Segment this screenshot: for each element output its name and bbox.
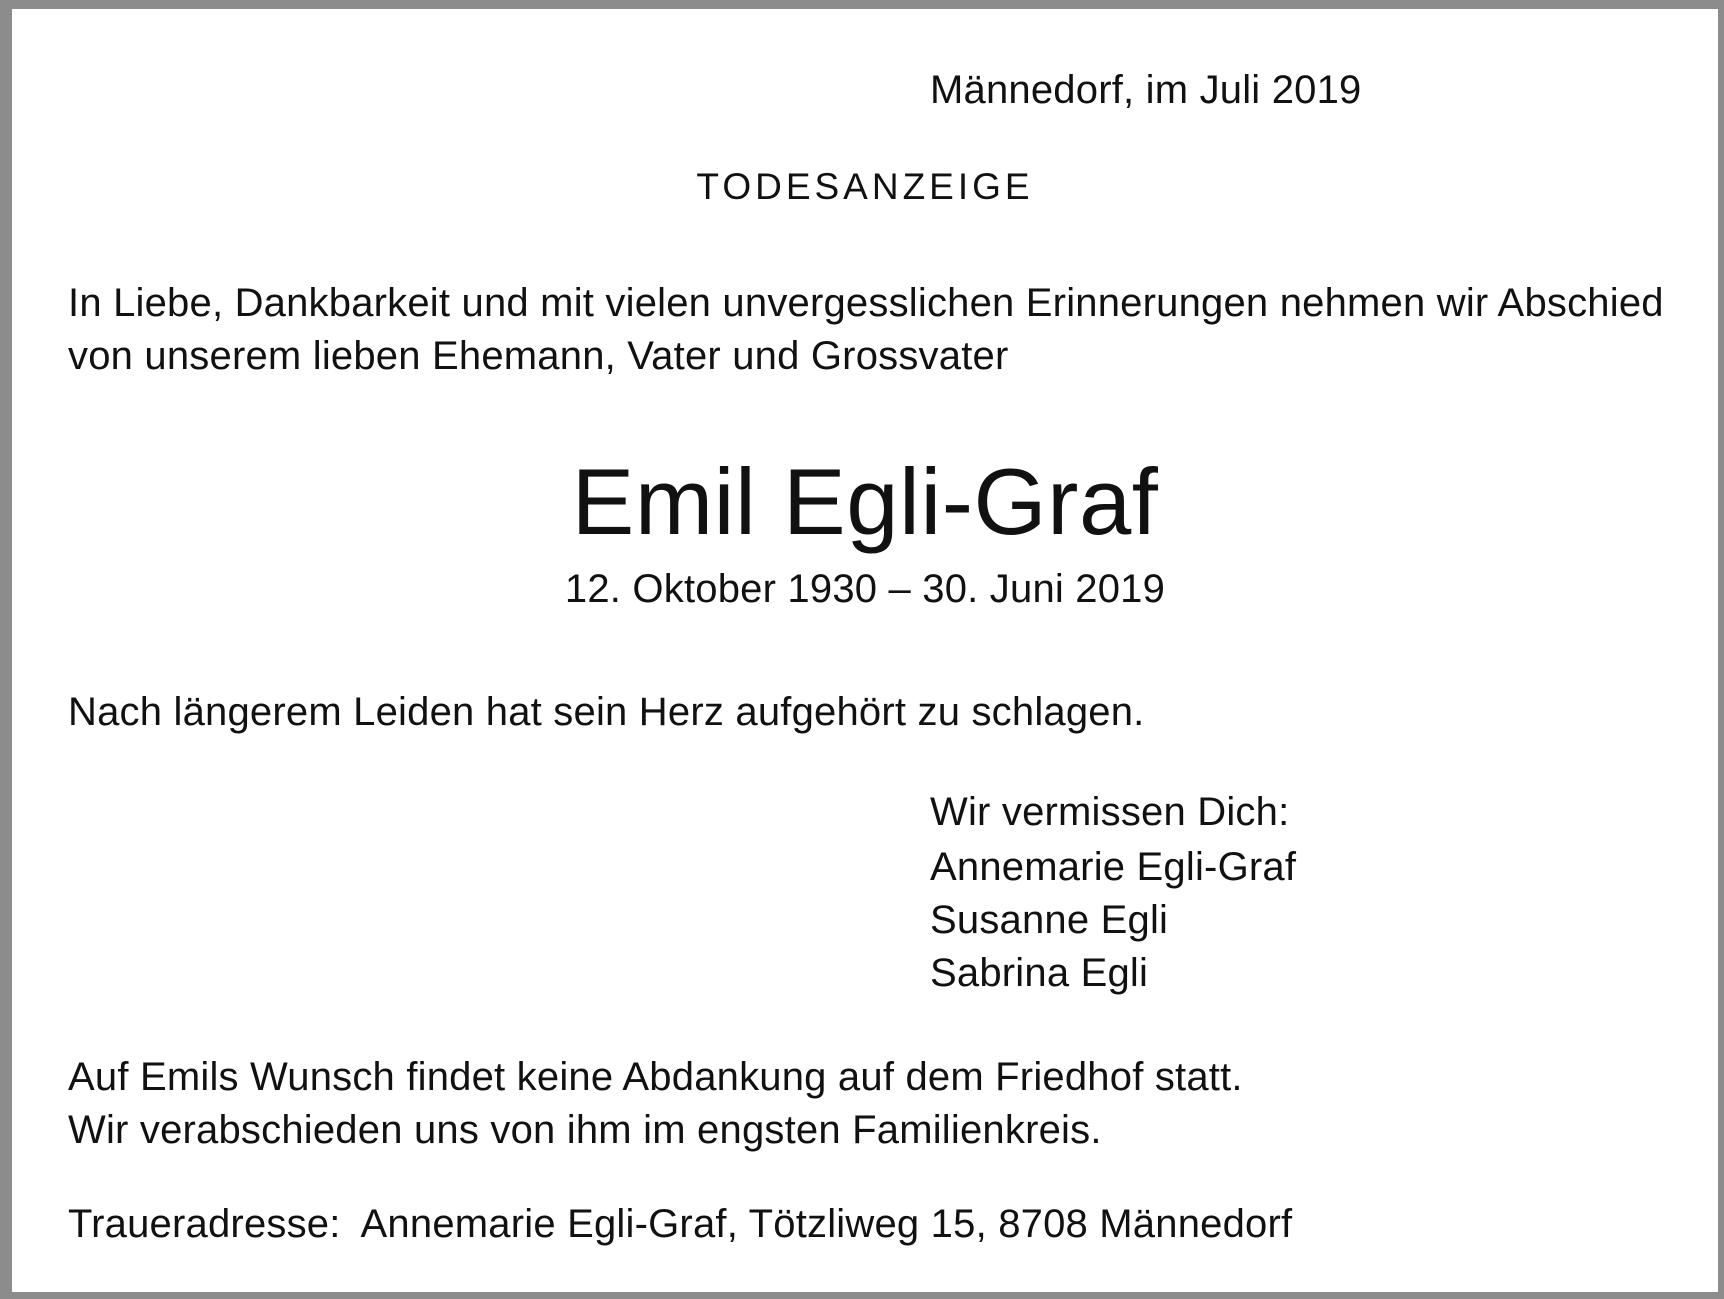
mourner-name: Sabrina Egli [930,951,1149,995]
missing-label: Wir vermissen Dich: [930,790,1290,834]
funeral-line: Wir verabschieden uns von ihm im engsten Familienkreis. [68,1108,1102,1152]
lifespan-dates: 12. Oktober 1930 – 30. Juni 2019 [564,567,1166,611]
obituary-page [12,9,1718,1292]
notice-heading: TODESANZEIGE [696,166,1034,207]
place-date: Männedorf, im Juli 2019 [930,68,1362,112]
address-value: Annemarie Egli-Graf, Tötzliweg 15, 8708 Männedorf [360,1202,1293,1246]
mourning-address [68,1199,1292,1249]
intro-text [68,277,1664,383]
intro-line: In Liebe, Dankbarkeit und mit vielen unvergesslichen Erinnerungen nehmen wir Abschied [68,281,1664,325]
deceased-name: Emil Egli-Graf [571,449,1159,554]
mourner-name: Susanne Egli [930,898,1169,942]
intro-line: von unserem lieben Ehemann, Vater und Grossvater [68,334,1009,378]
funeral-notice [68,1051,1243,1157]
mourner-list [930,841,1296,1000]
passing-text: Nach längerem Leiden hat sein Herz aufgehört zu schlagen. [68,690,1145,734]
funeral-line: Auf Emils Wunsch findet keine Abdankung auf dem Friedhof statt. [68,1055,1243,1099]
mourner-name: Annemarie Egli-Graf [930,845,1297,889]
address-label: Traueradresse: [68,1202,341,1246]
